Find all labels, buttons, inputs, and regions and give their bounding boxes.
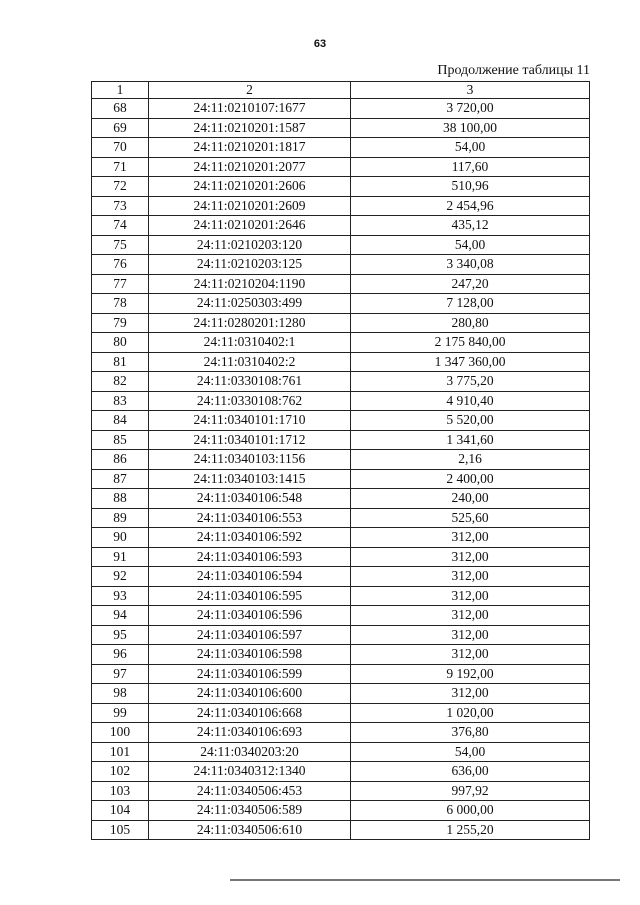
- table-row: [92, 606, 590, 626]
- footer-divider: [230, 879, 620, 881]
- row-number-cell: 94: [92, 606, 149, 626]
- table-row: [92, 684, 590, 704]
- cadastral-number-cell: 24:11:0340101:1712: [149, 430, 351, 450]
- cadastral-number-cell: 24:11:0210201:1817: [149, 138, 351, 158]
- row-number-cell: 69: [92, 118, 149, 138]
- cadastral-number-cell: 24:11:0340103:1156: [149, 450, 351, 470]
- table-row: [92, 430, 590, 450]
- cadastral-number-cell: 24:11:0310402:2: [149, 352, 351, 372]
- table-caption: Продолжение таблицы 11: [437, 63, 590, 78]
- table-row: [92, 196, 590, 216]
- cadastral-number-cell: 24:11:0210201:2609: [149, 196, 351, 216]
- cadastral-number-cell: 24:11:0310402:1: [149, 333, 351, 353]
- table-row: [92, 781, 590, 801]
- cadastral-number-cell: 24:11:0210201:2077: [149, 157, 351, 177]
- value-cell: 1 341,60: [351, 430, 590, 450]
- row-number-cell: 96: [92, 645, 149, 665]
- value-cell: 510,96: [351, 177, 590, 197]
- table-row: [92, 547, 590, 567]
- row-number-cell: 81: [92, 352, 149, 372]
- table-row: [92, 664, 590, 684]
- row-number-cell: 74: [92, 216, 149, 236]
- value-cell: 1 347 360,00: [351, 352, 590, 372]
- value-cell: 54,00: [351, 235, 590, 255]
- value-cell: 4 910,40: [351, 391, 590, 411]
- value-cell: 312,00: [351, 684, 590, 704]
- value-cell: 2 454,96: [351, 196, 590, 216]
- row-number-cell: 78: [92, 294, 149, 314]
- cadastral-number-cell: 24:11:0330108:761: [149, 372, 351, 392]
- row-number-cell: 98: [92, 684, 149, 704]
- cadastral-number-cell: 24:11:0210201:2646: [149, 216, 351, 236]
- cadastral-number-cell: 24:11:0210107:1677: [149, 99, 351, 119]
- row-number-cell: 103: [92, 781, 149, 801]
- table-row: [92, 391, 590, 411]
- row-number-cell: 70: [92, 138, 149, 158]
- row-number-cell: 77: [92, 274, 149, 294]
- table-row: [92, 157, 590, 177]
- value-cell: 2 400,00: [351, 469, 590, 489]
- table-header-row: [92, 82, 590, 99]
- table-row: [92, 645, 590, 665]
- table-row: [92, 820, 590, 840]
- value-cell: 117,60: [351, 157, 590, 177]
- table-row: [92, 450, 590, 470]
- table-row: [92, 177, 590, 197]
- row-number-cell: 95: [92, 625, 149, 645]
- value-cell: 1 255,20: [351, 820, 590, 840]
- value-cell: 312,00: [351, 547, 590, 567]
- table-row: [92, 313, 590, 333]
- table-row: [92, 625, 590, 645]
- header-cell-2: 2: [149, 82, 351, 99]
- cadastral-number-cell: 24:11:0340106:592: [149, 528, 351, 548]
- table-row: [92, 742, 590, 762]
- row-number-cell: 84: [92, 411, 149, 431]
- value-cell: 312,00: [351, 645, 590, 665]
- value-cell: 280,80: [351, 313, 590, 333]
- cadastral-number-cell: 24:11:0210201:2606: [149, 177, 351, 197]
- value-cell: 435,12: [351, 216, 590, 236]
- cadastral-number-cell: 24:11:0250303:499: [149, 294, 351, 314]
- cadastral-number-cell: 24:11:0340106:553: [149, 508, 351, 528]
- cadastral-number-cell: 24:11:0340101:1710: [149, 411, 351, 431]
- cadastral-number-cell: 24:11:0340106:693: [149, 723, 351, 743]
- table-row: [92, 99, 590, 119]
- table-row: [92, 216, 590, 236]
- value-cell: 1 020,00: [351, 703, 590, 723]
- row-number-cell: 80: [92, 333, 149, 353]
- table-row: [92, 352, 590, 372]
- value-cell: 997,92: [351, 781, 590, 801]
- cadastral-number-cell: 24:11:0340106:597: [149, 625, 351, 645]
- row-number-cell: 68: [92, 99, 149, 119]
- value-cell: 5 520,00: [351, 411, 590, 431]
- row-number-cell: 72: [92, 177, 149, 197]
- row-number-cell: 99: [92, 703, 149, 723]
- row-number-cell: 83: [92, 391, 149, 411]
- table-row: [92, 235, 590, 255]
- value-cell: 54,00: [351, 138, 590, 158]
- cadastral-number-cell: 24:11:0210203:120: [149, 235, 351, 255]
- value-cell: 376,80: [351, 723, 590, 743]
- table-row: [92, 274, 590, 294]
- cadastral-number-cell: 24:11:0340106:598: [149, 645, 351, 665]
- value-cell: 312,00: [351, 606, 590, 626]
- table-row: [92, 801, 590, 821]
- cadastral-number-cell: 24:11:0340106:595: [149, 586, 351, 606]
- row-number-cell: 75: [92, 235, 149, 255]
- value-cell: 7 128,00: [351, 294, 590, 314]
- row-number-cell: 104: [92, 801, 149, 821]
- value-cell: 525,60: [351, 508, 590, 528]
- row-number-cell: 88: [92, 489, 149, 509]
- value-cell: 3 720,00: [351, 99, 590, 119]
- cadastral-number-cell: 24:11:0340506:589: [149, 801, 351, 821]
- table-row: [92, 723, 590, 743]
- cadastral-number-cell: 24:11:0340106:594: [149, 567, 351, 587]
- table-row: [92, 508, 590, 528]
- cadastral-number-cell: 24:11:0340106:596: [149, 606, 351, 626]
- row-number-cell: 85: [92, 430, 149, 450]
- table-row: [92, 528, 590, 548]
- cadastral-number-cell: 24:11:0340106:668: [149, 703, 351, 723]
- cadastral-number-cell: 24:11:0210203:125: [149, 255, 351, 275]
- table-row: [92, 469, 590, 489]
- table-row: [92, 255, 590, 275]
- row-number-cell: 73: [92, 196, 149, 216]
- value-cell: 312,00: [351, 586, 590, 606]
- cadastral-number-cell: 24:11:0280201:1280: [149, 313, 351, 333]
- row-number-cell: 97: [92, 664, 149, 684]
- row-number-cell: 82: [92, 372, 149, 392]
- cadastral-number-cell: 24:11:0340106:593: [149, 547, 351, 567]
- page-number: 63: [313, 38, 327, 50]
- value-cell: 312,00: [351, 625, 590, 645]
- row-number-cell: 92: [92, 567, 149, 587]
- row-number-cell: 86: [92, 450, 149, 470]
- row-number-cell: 79: [92, 313, 149, 333]
- row-number-cell: 91: [92, 547, 149, 567]
- value-cell: 240,00: [351, 489, 590, 509]
- value-cell: 9 192,00: [351, 664, 590, 684]
- row-number-cell: 90: [92, 528, 149, 548]
- data-table: [91, 81, 590, 840]
- row-number-cell: 76: [92, 255, 149, 275]
- value-cell: 2,16: [351, 450, 590, 470]
- table-row: [92, 333, 590, 353]
- value-cell: 2 175 840,00: [351, 333, 590, 353]
- cadastral-number-cell: 24:11:0340106:600: [149, 684, 351, 704]
- row-number-cell: 101: [92, 742, 149, 762]
- table-row: [92, 138, 590, 158]
- row-number-cell: 93: [92, 586, 149, 606]
- table-body: [92, 99, 590, 840]
- table-row: [92, 703, 590, 723]
- table-row: [92, 489, 590, 509]
- value-cell: 636,00: [351, 762, 590, 782]
- cadastral-number-cell: 24:11:0340203:20: [149, 742, 351, 762]
- cadastral-number-cell: 24:11:0340506:610: [149, 820, 351, 840]
- value-cell: 54,00: [351, 742, 590, 762]
- row-number-cell: 87: [92, 469, 149, 489]
- row-number-cell: 71: [92, 157, 149, 177]
- value-cell: 38 100,00: [351, 118, 590, 138]
- row-number-cell: 105: [92, 820, 149, 840]
- table-row: [92, 586, 590, 606]
- cadastral-number-cell: 24:11:0210201:1587: [149, 118, 351, 138]
- table-row: [92, 411, 590, 431]
- table-row: [92, 567, 590, 587]
- value-cell: 3 775,20: [351, 372, 590, 392]
- cadastral-number-cell: 24:11:0340312:1340: [149, 762, 351, 782]
- cadastral-number-cell: 24:11:0210204:1190: [149, 274, 351, 294]
- value-cell: 312,00: [351, 567, 590, 587]
- row-number-cell: 102: [92, 762, 149, 782]
- table-row: [92, 118, 590, 138]
- cadastral-number-cell: 24:11:0330108:762: [149, 391, 351, 411]
- value-cell: 312,00: [351, 528, 590, 548]
- cadastral-number-cell: 24:11:0340106:548: [149, 489, 351, 509]
- table-row: [92, 372, 590, 392]
- header-cell-1: 1: [92, 82, 149, 99]
- value-cell: 3 340,08: [351, 255, 590, 275]
- value-cell: 6 000,00: [351, 801, 590, 821]
- cadastral-number-cell: 24:11:0340506:453: [149, 781, 351, 801]
- table-row: [92, 294, 590, 314]
- cadastral-number-cell: 24:11:0340103:1415: [149, 469, 351, 489]
- table-row: [92, 762, 590, 782]
- header-cell-3: 3: [351, 82, 590, 99]
- row-number-cell: 89: [92, 508, 149, 528]
- cadastral-number-cell: 24:11:0340106:599: [149, 664, 351, 684]
- row-number-cell: 100: [92, 723, 149, 743]
- value-cell: 247,20: [351, 274, 590, 294]
